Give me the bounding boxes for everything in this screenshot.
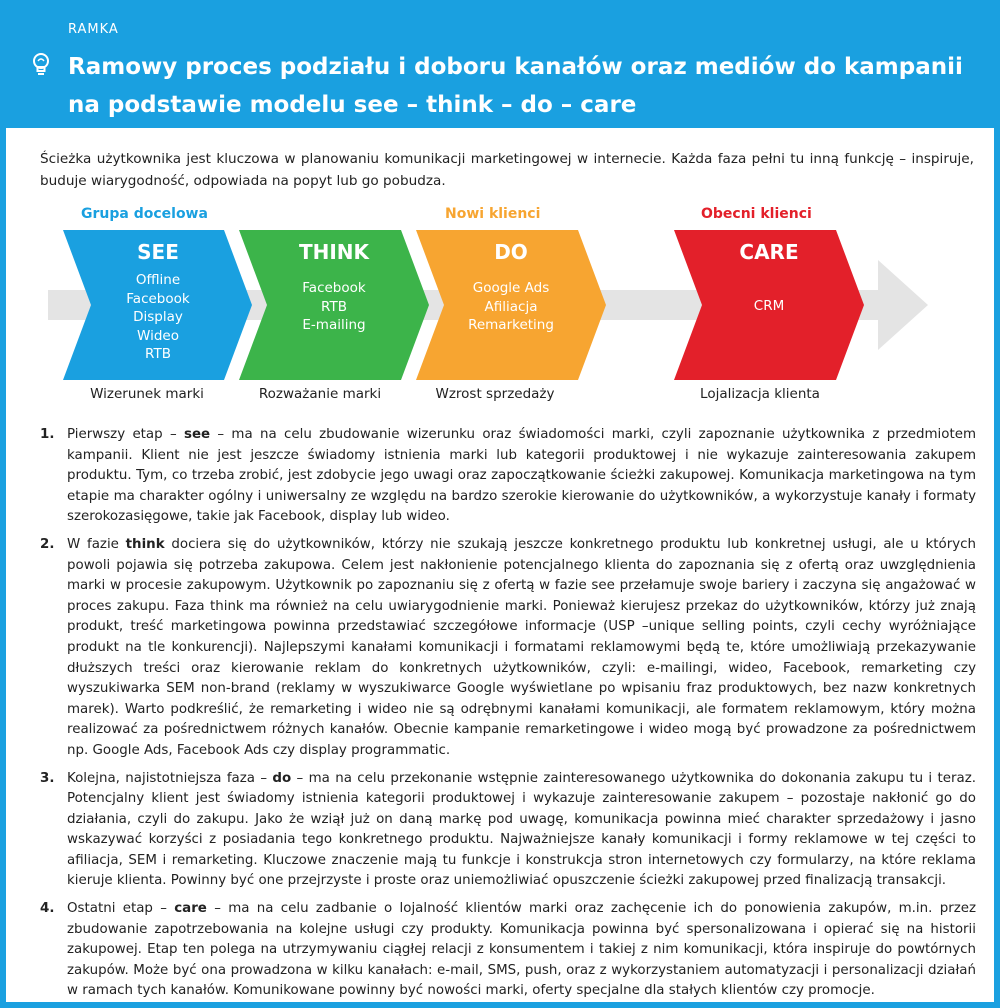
list-number: 3.: [40, 770, 55, 786]
stage-think-items: [259, 279, 409, 335]
stage-item: Google Ads: [472, 280, 550, 296]
list-keyword: see: [183, 427, 211, 442]
list-text-post: – ma na celu zadbanie o lojalność klientów marki oraz zachęcenie ich do ponowienia zakupów, m.in. przez zbudowanie zapotrzebowania na kolejne usługi czy produkty. Komunikacja powinna być spersonalizowana i opierać się na historii zakupowej. Etap ten polega na utrzymywaniu ciągłej relacji z konsumentem i takiej z nim komunikacji, która inspiruje do powtórnych zakupów. Może być ona prowadzona w kilku kanałach: e-mail, SMS, push, oraz z wykorzystaniem automatyzacji i personalizacji działań w ramach tych kanałów. Komunikowane powinny być nowości marki, oferty specjalne dla stałych klientów czy promocje.: [67, 901, 976, 999]
group-target-label: Grupa docelowa: [81, 206, 208, 222]
list-text-pre: Ostatni etap –: [67, 901, 175, 917]
stage-do-title: DO: [494, 240, 528, 264]
list-text-pre: Kolejna, najistotniejsza faza –: [67, 770, 273, 786]
list-item: [40, 899, 976, 1002]
box-title: [68, 48, 963, 124]
box-header: [6, 0, 1000, 128]
stage-care-items: [694, 297, 844, 316]
stage-care-caption: Lojalizacja klienta: [700, 386, 820, 402]
list-keyword: care: [174, 901, 207, 917]
stage-item: Facebook: [302, 280, 366, 296]
phase-list: [40, 425, 976, 1008]
stage-item: Display: [133, 309, 183, 325]
stage-think-title: THINK: [298, 240, 370, 264]
stage-item: E-mailing: [302, 317, 366, 333]
list-text-post: – ma na celu przekonanie wstępnie zainteresowanego użytkownika do dokonania zakupu tu i teraz. Potencjalny klient jest świadomy istnienia kategorii produktowej i wykazuje zainteresowanie zakupem – pozostaje nakłonić go do działania, czyli do zakupu. Jako że wziął już on daną markę pod uwagę, komunikacja powinna mieć charakter sprzedażowy i jasno wskazywać korzyści z posiadania tego konkretnego produktu. Najważniejsze kanały komunikacji i formy reklamowe w tej części to afiliacja, SEM i remarketing. Kluczowe znaczenie mają tu funkcje i konstrukcja stron internetowych czy formularzy, na które reklama kieruje klienta. Powinny być one przejrzyste i proste oraz uniemożliwiać opuszczenie ścieżki zakupowej przed finalizacją transakcji.: [67, 770, 976, 889]
list-text-post: dociera się do użytkowników, którzy nie szukają jeszcze konkretnego produktu lub konkretnej usługi, ale u których powoli pojawia się potrzeba zakupowa. Celem jest nakłonienie potencjalnego klienta do zapoznania się z ofertą oraz uwzględnienia marki w procesie zakupowym. Użytkownik po zapoznaniu się z ofertą w fazie see przełamuje swoje bariery i zaczyna się angażować w proces zakupu. Faza think ma również na celu uwiarygodnienie marki. Ponieważ kierujesz przekaz do użytkowników, którzy już znają produkt, treść marketingowa powinna przedstawiać szczegółowe informacje (USP –unique selling points, czyli cechy wyróżniające produkt na tle konkurencji). Najlepszymi kanałami komunikacji i formatami reklamowymi będą te, które umożliwiają przekazywanie dłuższych treści oraz kierowanie reklam do konkretnych użytkowników, czyli: e-mailingi, wideo, Facebook, remarketing czy wyszukiwarka SEM non-brand (reklamy w wyszukiwarce Google wyświetlane po wpisaniu fraz produktowych, bez nazw konkretnych marek). Warto podkreślić, że remarketing i wideo nie są odrębnymi kanałami komunikacji, ale formatem reklamowym, który można realizować za pośrednictwem różnych kanałów. Obecnie kampanie remarketingowe i wideo mogą być prowadzone za pośrednictwem np. Google Ads, Facebook Ads czy display programmatic.: [67, 536, 976, 758]
stage-item: RTB: [321, 298, 347, 315]
list-item: [40, 425, 976, 528]
stage-item: Remarketing: [468, 317, 554, 333]
stage-think-caption: Rozważanie marki: [258, 386, 382, 402]
group-new-clients-label: Nowi klienci: [445, 206, 541, 222]
stage-item: Facebook: [126, 290, 190, 307]
stage-do-items: [436, 279, 586, 335]
lightbulb-icon: [32, 52, 50, 78]
stage-see-caption: Wizerunek marki: [90, 386, 204, 402]
title-line-1: Ramowy proces podziału i doboru kanałów oraz mediów do kampanii: [68, 54, 963, 80]
list-keyword: think: [125, 536, 165, 552]
box-tag: RAMKA: [68, 22, 119, 37]
list-item: [40, 769, 976, 893]
stage-item: Offline: [135, 272, 181, 288]
stage-item: RTB: [145, 346, 171, 362]
see-think-do-care-diagram: [6, 200, 1000, 415]
list-text-pre: Pierwszy etap –: [67, 427, 184, 442]
title-line-2: na podstawie modelu see – think – do – care: [68, 92, 637, 118]
stage-do-caption: Wzrost sprzedaży: [435, 386, 555, 402]
stage-item: CRM: [753, 298, 785, 314]
stage-see-items: [83, 271, 233, 364]
list-number: 1.: [40, 427, 55, 442]
stage-care-title: CARE: [739, 240, 799, 264]
group-current-clients-label: Obecni klienci: [701, 206, 812, 222]
stage-see-title: SEE: [137, 240, 179, 264]
stage-item: Afiliacja: [484, 298, 538, 315]
list-keyword: do: [272, 770, 292, 786]
list-text-pre: W fazie: [67, 536, 126, 552]
stage-item: Wideo: [137, 327, 179, 344]
intro-paragraph: Ścieżka użytkownika jest kluczowa w planowaniu komunikacji marketingowej w internecie. Każda faza pełni tu inną funkcję – inspiruje, buduje wiarygodność, odpowiada na popyt lub go pobudza.: [40, 151, 974, 189]
list-number: 4.: [40, 901, 55, 917]
list-item: [40, 535, 976, 762]
list-text-post: – ma na celu zbudowanie wizerunku oraz świadomości marki, czyli zapoznanie użytkownika z przedmiotem kampanii. Klient nie jest jeszcze świadomy istnienia marki lub kategorii produktowej i nie wykazuje zainteresowania zakupem produktu. Tym, co trzeba zrobić, jest zdobycie jego uwagi oraz zapoczątkowanie ścieżki zakupowej. Komunikacja marketingowa na tym etapie ma charakter ogólny i uniwersalny ze względu na bardzo szerokie kierowanie do użytkowników, a wykorzystuje kanały i formaty szerokozasięgowe, takie jak Facebook, display lub wideo.: [67, 427, 976, 525]
list-number: 2.: [40, 536, 55, 552]
